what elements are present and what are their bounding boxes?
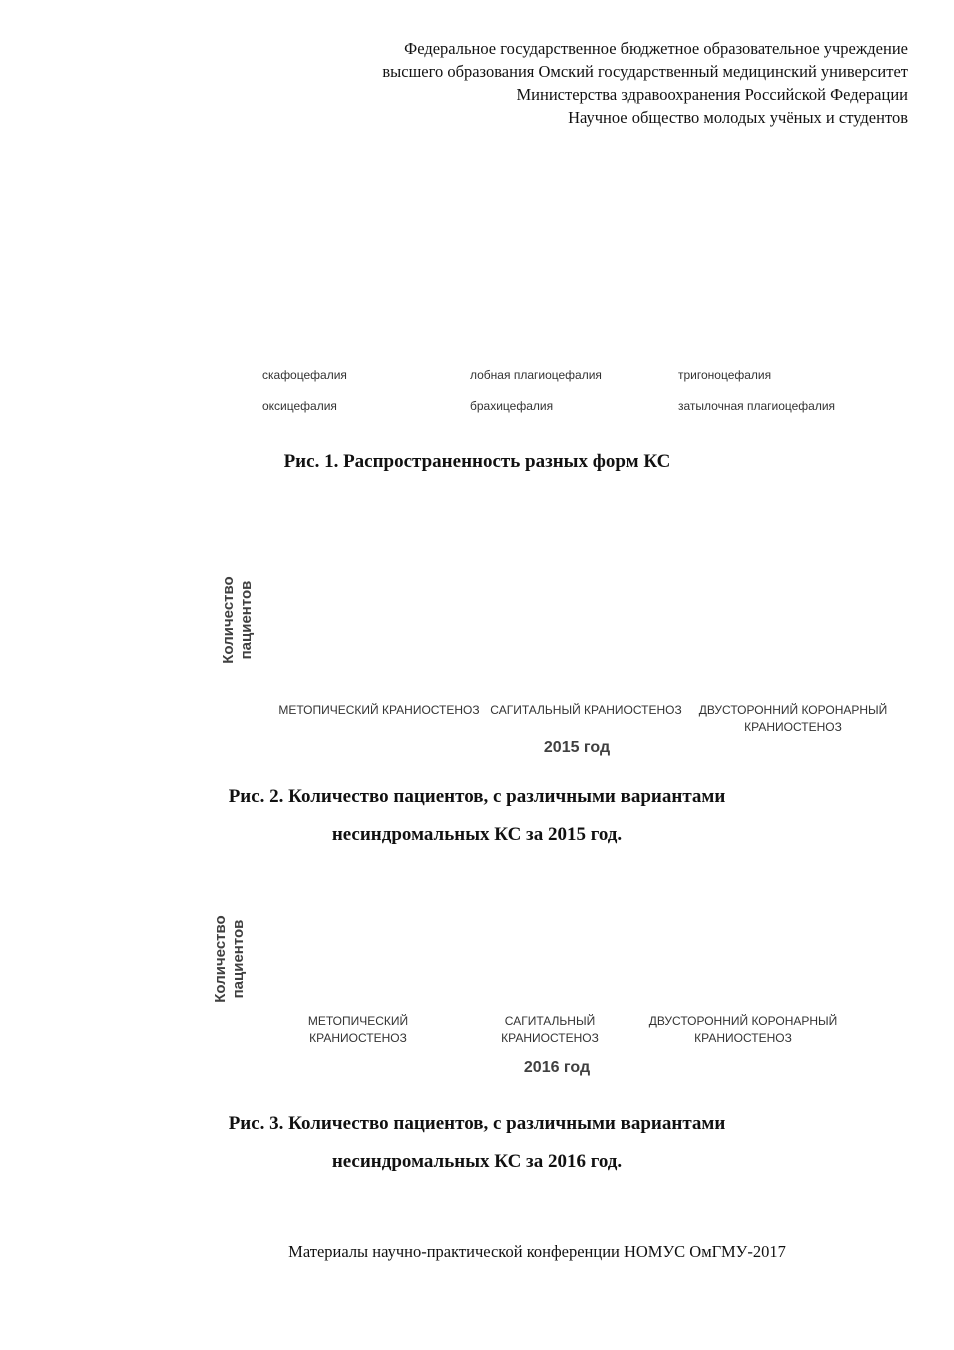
figure2-category-label: ДВУСТОРОННИЙ КОРОНАРНЫЙ КРАНИОСТЕНОЗ <box>698 703 888 734</box>
legend-item: брахицефалия <box>470 399 554 413</box>
header-line: Министерства здравоохранения Российской Федерации <box>516 85 908 104</box>
conference-footer: Материалы научно-практической конференции НОМУС ОмГМУ-2017 <box>288 1242 786 1261</box>
y-axis-label-line: Количество <box>212 915 229 1003</box>
header-line: высшего образования Омский государственный медицинский университет <box>382 62 908 81</box>
y-axis-label-line: пациентов <box>230 919 247 999</box>
caption-line: несиндромальных КС за 2015 год. <box>331 824 623 845</box>
figure3-caption <box>0 1105 954 1181</box>
legend-item: тригоноцефалия <box>678 368 772 382</box>
figure2-y-axis-label <box>220 570 256 670</box>
legend-item: оксицефалия <box>262 399 337 413</box>
figure2-category-label: МЕТОПИЧЕСКИЙ КРАНИОСТЕНОЗ <box>278 703 480 717</box>
caption-line: несиндромальных КС за 2016 год. <box>331 1151 623 1172</box>
caption-line: Рис. 2. Количество пациентов, с различными вариантами <box>228 786 726 807</box>
caption-line: Рис. 3. Количество пациентов, с различными вариантами <box>228 1113 726 1134</box>
figure3-category-label: МЕТОПИЧЕСКИЙ КРАНИОСТЕНОЗ <box>307 1014 409 1045</box>
legend-item: лобная плагиоцефалия <box>470 368 602 382</box>
y-axis-label-line: пациентов <box>238 580 255 660</box>
institution-header <box>382 37 908 129</box>
header-line: Научное общество молодых учёных и студентов <box>568 108 908 127</box>
legend-item: затылочная плагиоцефалия <box>678 399 836 413</box>
figure1-caption: Рис. 1. Распространенность разных форм КС <box>283 451 671 472</box>
figure3-x-axis-title: 2016 год <box>523 1059 591 1076</box>
figure2-x-axis-title: 2015 год <box>543 739 611 756</box>
legend-item: скафоцефалия <box>262 368 347 382</box>
y-axis-label-line: Количество <box>220 576 237 664</box>
header-line: Федеральное государственное бюджетное образовательное учреждение <box>404 39 908 58</box>
figure3-category-label: ДВУСТОРОННИЙ КОРОНАРНЫЙ КРАНИОСТЕНОЗ <box>648 1014 838 1045</box>
figure2-category-label: САГИТАЛЬНЫЙ КРАНИОСТЕНОЗ <box>490 703 682 717</box>
figure2-caption <box>0 778 954 854</box>
figure3-y-axis-label <box>212 909 248 1009</box>
figure3-category-label: САГИТАЛЬНЫЙ КРАНИОСТЕНОЗ <box>501 1014 599 1045</box>
